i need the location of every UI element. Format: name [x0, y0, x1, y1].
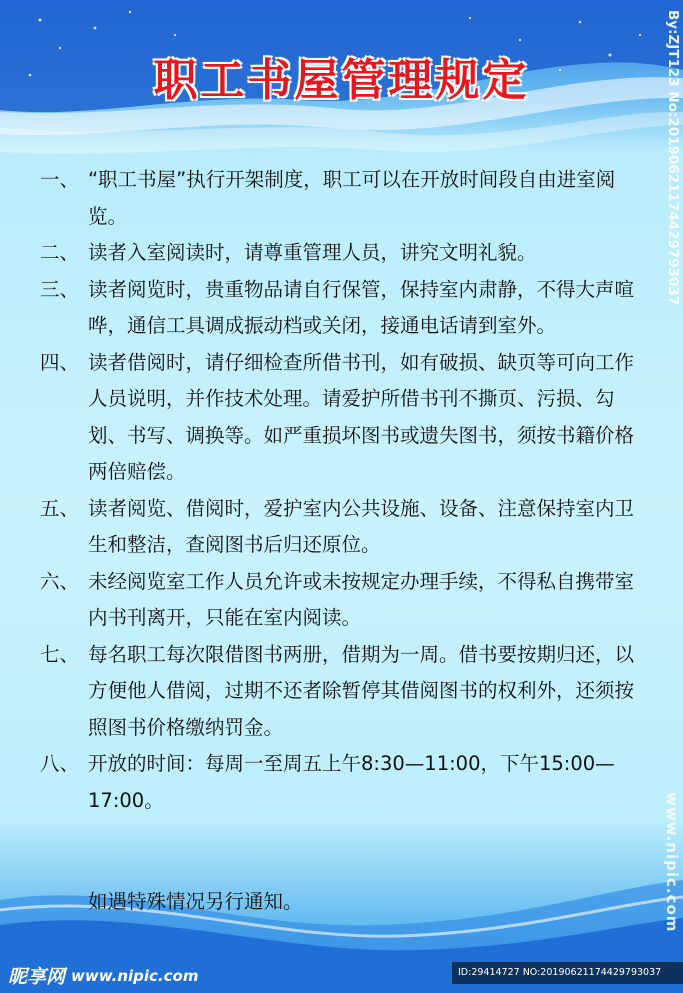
- rule-text: 开放的时间：每周一至周五上午8:30—11:00，下午15:00—17:00。: [88, 752, 615, 812]
- rule-number: 七、: [40, 642, 80, 666]
- rule-item: [40, 162, 650, 235]
- rule-text: 未经阅览室工作人员允许或未按规定办理手续，不得私自携带室内书刊离开，只能在室内阅读。: [88, 569, 635, 629]
- rules-list: [40, 162, 650, 819]
- vertical-watermark-site: www.nipic.com: [663, 792, 681, 933]
- rule-item: [40, 272, 650, 345]
- rule-item: [40, 345, 650, 491]
- rule-number: 八、: [40, 752, 80, 775]
- rule-text: 读者阅览、借阅时，爱护室内公共设施、设备、注意保持室内卫生和整洁，查阅图书后归还原位。: [88, 496, 635, 556]
- rule-number: 一、: [40, 168, 80, 191]
- id-bar: ID:29414727 NO:20190621174429793037: [452, 962, 683, 984]
- rule-item: [40, 491, 650, 564]
- rule-number: 六、: [40, 569, 80, 593]
- rule-text: 读者借阅时，请仔细检查所借书刊，如有破损、缺页等可向工作人员说明，并作技术处理。请爱护所借书刊不撕页、污损、勾划、书写、调换等。如严重损坏图书或遗失图书，须按书籍价格两倍赔偿。: [88, 350, 635, 483]
- rule-text: 读者入室阅读时，请尊重管理人员，讲究文明礼貌。: [88, 241, 537, 264]
- logo-text: 昵享网: [8, 966, 66, 988]
- rule-item: [40, 637, 650, 747]
- page-title: 职工书屋管理规定: [153, 55, 530, 106]
- rule-text: 读者阅览时，贵重物品请自行保管，保持室内肃静，不得大声喧哗，通信工具调成振动档或关闭，接通电话请到室外。: [88, 277, 635, 337]
- rule-item: [40, 746, 650, 819]
- rule-number: 二、: [40, 241, 80, 264]
- closing-notice: 如遇特殊情况另行通知。: [88, 890, 303, 913]
- rule-number: 五、: [40, 496, 80, 520]
- rule-number: 四、: [40, 350, 80, 374]
- logo-url: www.nipic.com: [71, 966, 199, 985]
- rule-text: 每名职工每次限借图书两册，借期为一周。借书要按期归还，以方便他人借阅，过期不还者除暂停其借阅图书的权利外，还须按照图书价格缴纳罚金。: [88, 642, 635, 739]
- rule-text: “职工书屋”执行开架制度，职工可以在开放时间段自由进室阅览。: [88, 168, 616, 228]
- vertical-watermark-id: By:ZJT123 No:20190621174429793037: [665, 10, 681, 306]
- rule-item: [40, 235, 650, 272]
- rule-item: [40, 564, 650, 637]
- site-logo: [8, 962, 198, 989]
- rule-number: 三、: [40, 277, 80, 301]
